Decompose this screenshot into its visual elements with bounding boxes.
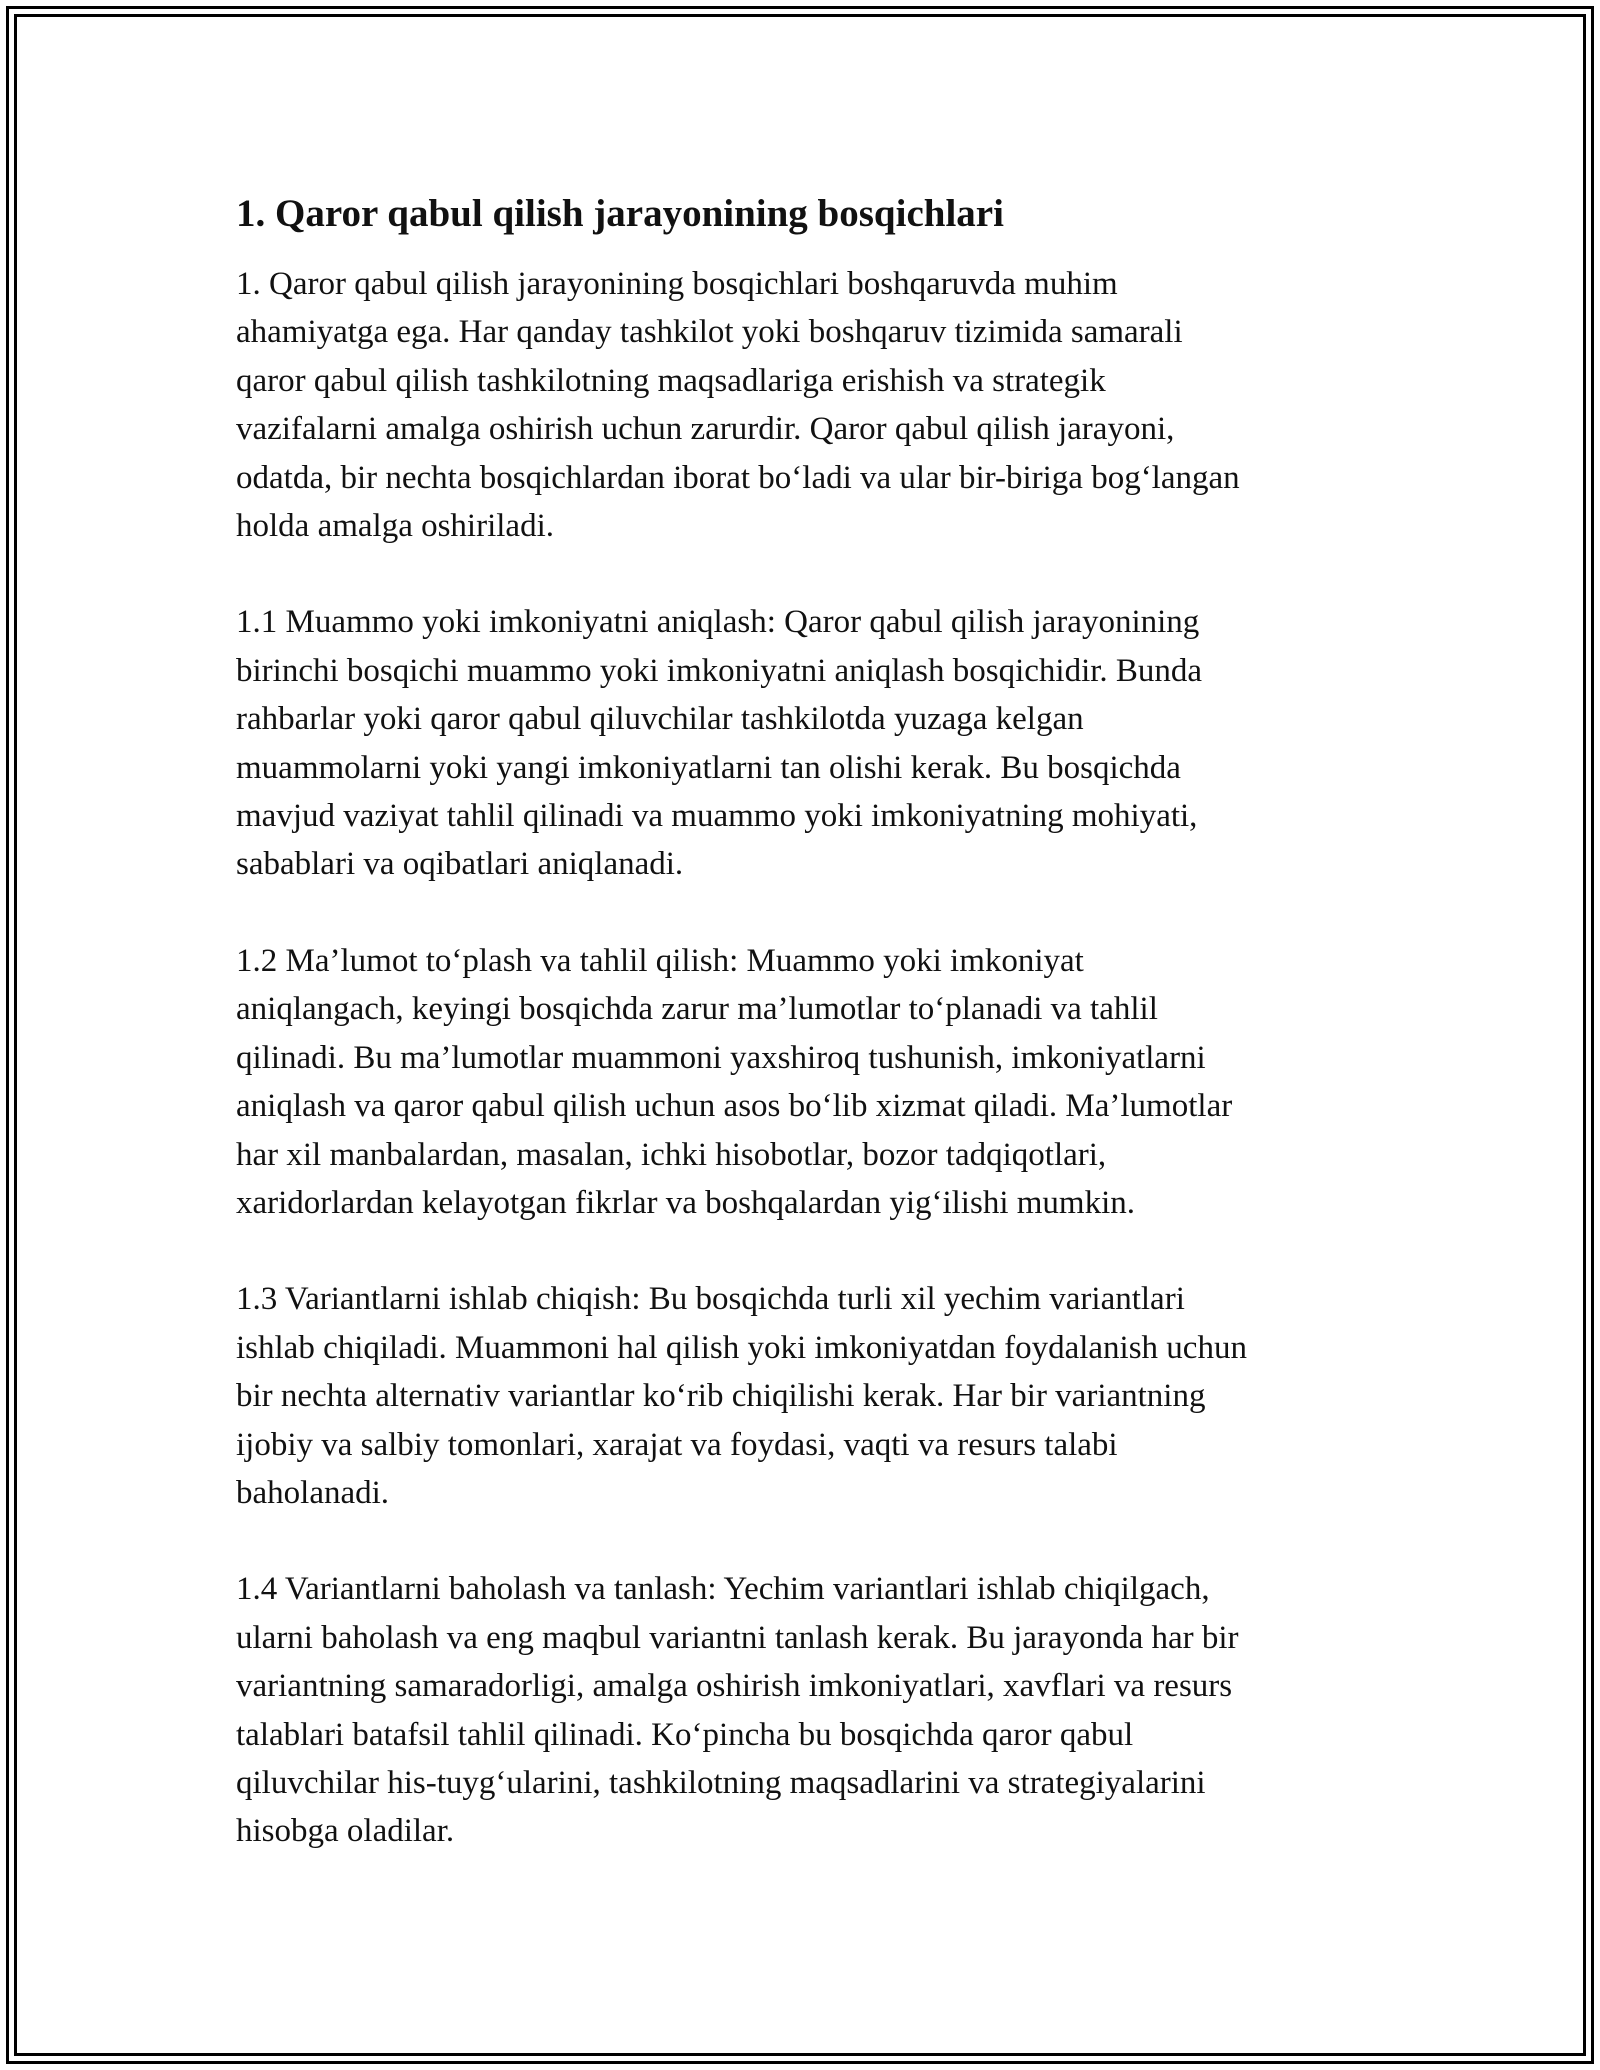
document-body (236, 188, 1376, 1904)
paragraph-intro: 1. Qaror qabul qilish jarayonining bosqichlari boshqaruvda muhim ahamiyatga ega. Har qanday tashkilot yoki boshqaruv tizimida samarali qaror qabul qilish tashkilotning maqsadlariga erishish va strategik vazifalarni amalga oshirish uchun zarurdir. Qaror qabul qilish jarayoni, odatda, bir nechta bosqichlardan iborat bo‘ladi va ular bir-biriga bog‘langan holda amalga oshiriladi. (236, 266, 1240, 545)
paragraph-1-3: 1.3 Variantlarni ishlab chiqish: Bu bosqichda turli xil yechim variantlari ishlab chiqiladi. Muammoni hal qilish yoki imkoniyatdan foydalanish uchun bir nechta alternativ variantlar ko‘rib chiqilishi kerak. Har bir variantning ijobiy va salbiy tomonlari, xarajat va foydasi, vaqti va resurs talabi baholanadi. (236, 1281, 1247, 1511)
paragraph-1-1: 1.1 Muammo yoki imkoniyatni aniqlash: Qaror qabul qilish jarayonining birinchi bosqichi muammo yoki imkoniyatni aniqlash bosqichidir. Bunda rahbarlar yoki qaror qabul qiluvchilar tashkilotda yuzaga kelgan muammolarni yoki yangi imkoniyatlarni tan olishi kerak. Bu bosqichda mavjud vaziyat tahlil qilinadi va muammo yoki imkoniyatning mohiyati, sabablari va oqibatlari aniqlanadi. (236, 604, 1203, 883)
paragraph-1-2: 1.2 Ma’lumot to‘plash va tahlil qilish: Muammo yoki imkoniyat aniqlangach, keyingi bosqichda zarur ma’lumotlar to‘planadi va tahlil qilinadi. Bu ma’lumotlar muammoni yaxshiroq tushunish, imkoniyatlarni aniqlash va qaror qabul qilish uchun asos bo‘lib xizmat qiladi. Ma’lumotlar har xil manbalardan, masalan, ichki hisobotlar, bozor tadqiqotlari, xaridorlardan kelayotgan fikrlar va boshqalardan yig‘ilishi mumkin. (236, 942, 1233, 1221)
document-title: 1. Qaror qabul qilish jarayonining bosqichlari (236, 192, 1004, 235)
paragraph-1-4: 1.4 Variantlarni baholash va tanlash: Yechim variantlari ishlab chiqilgach, ularni baholash va eng maqbul variantni tanlash kerak. Bu jarayonda har bir variantning samaradorligi, amalga oshirish imkoniyatlari, xavflari va resurs talablari batafsil tahlil qilinadi. Ko‘pincha bu bosqichda qaror qabul qiluvchilar his-tuyg‘ularini, tashkilotning maqsadlarini va strategiyalarini hisobga oladilar. (236, 1571, 1239, 1850)
